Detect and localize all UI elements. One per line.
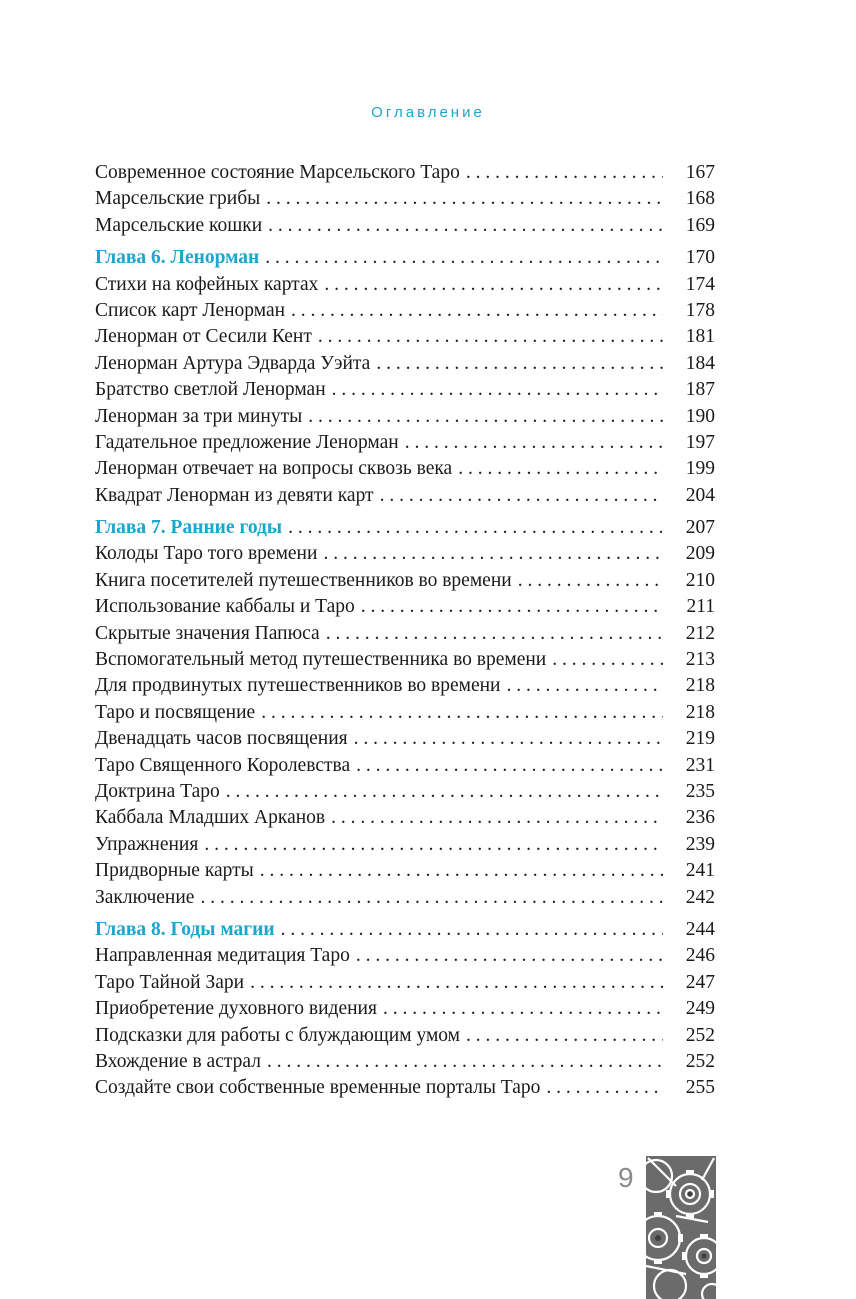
dot-leader — [261, 700, 663, 726]
toc-entry-page: 236 — [685, 807, 715, 829]
toc-group — [95, 245, 715, 509]
toc-entry-title: Марсельские грибы — [95, 188, 261, 210]
dot-leader — [380, 483, 663, 509]
dot-leader — [260, 858, 663, 884]
toc-chapter-title: Глава 7. Ранние годы — [95, 517, 283, 539]
toc-entry-page: 239 — [685, 833, 715, 855]
toc-entry-title: Список карт Ленорман — [95, 299, 286, 321]
toc-entry-page: 247 — [685, 971, 715, 993]
toc-entry-page: 213 — [685, 649, 715, 671]
toc-entry — [95, 996, 715, 1022]
dot-leader — [265, 245, 663, 271]
toc-entry-page: 242 — [685, 886, 715, 908]
dot-leader — [324, 272, 663, 298]
dot-leader — [326, 621, 663, 647]
toc-entry — [95, 726, 715, 752]
toc-entry — [95, 970, 715, 996]
toc-entry-title: Гадательное предложение Ленорман — [95, 431, 399, 453]
toc-entry-page: 181 — [685, 326, 715, 348]
toc-group — [95, 515, 715, 911]
toc-entry — [95, 298, 715, 324]
toc-entry-page: 212 — [685, 622, 715, 644]
toc-entry-title: Ленорман Артура Эдварда Уэйта — [95, 352, 371, 374]
dot-leader — [308, 404, 663, 430]
toc-entry-title: Стихи на кофейных картах — [95, 273, 319, 295]
toc-entry-title: Ленорман отвечает на вопросы сквозь века — [95, 458, 453, 480]
toc-entry — [95, 541, 715, 567]
toc-entry-page: 252 — [685, 1024, 715, 1046]
toc-entry — [95, 832, 715, 858]
toc-entry-page: 209 — [685, 543, 715, 565]
toc-entry — [95, 568, 715, 594]
toc-entry-title: Книга посетителей путешественников во времени — [95, 569, 512, 591]
toc-entry — [95, 186, 715, 212]
dot-leader — [281, 917, 663, 943]
toc-entry — [95, 213, 715, 239]
toc-entry — [95, 700, 715, 726]
toc-chapter-heading — [95, 515, 715, 541]
toc-entry-page: 218 — [685, 675, 715, 697]
toc-entry-page: 235 — [685, 780, 715, 802]
toc-entry-page: 169 — [685, 214, 715, 236]
toc-entry — [95, 404, 715, 430]
toc-entry — [95, 805, 715, 831]
toc-entry — [95, 943, 715, 969]
toc-entry-page: 204 — [685, 484, 715, 506]
dot-leader — [376, 351, 663, 377]
dot-leader — [458, 456, 663, 482]
toc-entry — [95, 324, 715, 350]
toc-entry-page: 246 — [685, 945, 715, 967]
dot-leader — [204, 832, 663, 858]
toc-entry-title: Таро Священного Королевства — [95, 754, 351, 776]
toc-entry-page: 168 — [685, 188, 715, 210]
dot-leader — [200, 885, 663, 911]
toc-entry-title: Колоды Таро того времени — [95, 543, 318, 565]
dot-leader — [288, 515, 663, 541]
toc-entry — [95, 160, 715, 186]
toc-entry-title: Заключение — [95, 886, 195, 908]
toc-entry-title: Ленорман за три минуты — [95, 405, 303, 427]
toc-group — [95, 160, 715, 239]
dot-leader — [226, 779, 663, 805]
page-header-title: Оглавление — [371, 104, 485, 121]
toc-entry-title: Направленная медитация Таро — [95, 945, 350, 967]
dot-leader — [546, 1075, 663, 1101]
toc-entry — [95, 1023, 715, 1049]
toc-chapter-heading — [95, 917, 715, 943]
toc-entry-title: Современное состояние Марсельского Таро — [95, 162, 460, 183]
toc-chapter-page: 170 — [685, 247, 715, 269]
toc-entry-title: Вспомогательный метод путешественника во времени — [95, 649, 547, 671]
toc-entry-page: 241 — [685, 860, 715, 882]
toc-entry — [95, 594, 715, 620]
toc-entry-page: 187 — [685, 379, 715, 401]
toc-chapter-title: Глава 6. Ленорман — [95, 247, 260, 269]
toc-entry-page: 174 — [685, 273, 715, 295]
dot-leader — [332, 377, 663, 403]
toc-entry-title: Двенадцать часов посвящения — [95, 728, 348, 750]
toc-entry-page: 218 — [685, 701, 715, 723]
toc-entry — [95, 272, 715, 298]
dot-leader — [552, 647, 663, 673]
toc-entry — [95, 647, 715, 673]
toc-entry — [95, 858, 715, 884]
toc-entry-page: 211 — [686, 596, 715, 618]
toc-entry-title: Придворные карты — [95, 860, 254, 882]
toc-entry-title: Подсказки для работы с блуждающим умом — [95, 1024, 461, 1046]
toc-entry — [95, 351, 715, 377]
table-of-contents — [95, 160, 715, 1108]
toc-entry-page: 210 — [685, 569, 715, 591]
dot-leader — [405, 430, 663, 456]
toc-chapter-page: 244 — [685, 918, 715, 940]
dot-leader — [267, 1049, 663, 1075]
toc-entry-page: 190 — [685, 405, 715, 427]
dot-leader — [250, 970, 663, 996]
toc-chapter-heading — [95, 245, 715, 271]
dot-leader — [383, 996, 663, 1022]
toc-entry-page: 255 — [685, 1077, 715, 1099]
toc-entry — [95, 885, 715, 911]
toc-entry-page: 167 — [685, 162, 715, 183]
toc-entry — [95, 621, 715, 647]
clock-gears-ornament-icon — [646, 1156, 716, 1299]
toc-entry-title: Скрытые значения Папюса — [95, 622, 320, 644]
toc-entry-page: 199 — [685, 458, 715, 480]
toc-entry-title: Упражнения — [95, 833, 199, 855]
toc-entry-title: Создайте свои собственные временные порталы Таро — [95, 1077, 541, 1099]
toc-entry-page: 249 — [685, 998, 715, 1020]
dot-leader — [356, 943, 663, 969]
toc-entry — [95, 1075, 715, 1101]
toc-entry-title: Марсельские кошки — [95, 214, 263, 236]
dot-leader — [356, 753, 663, 779]
toc-entry-title: Квадрат Ленорман из девяти карт — [95, 484, 374, 506]
page-number: 9 — [618, 1162, 634, 1193]
toc-entry-title: Приобретение духовного видения — [95, 998, 377, 1020]
toc-entry — [95, 430, 715, 456]
toc-entry — [95, 1049, 715, 1075]
dot-leader — [266, 186, 663, 212]
dot-leader — [518, 568, 663, 594]
toc-entry-title: Доктрина Таро — [95, 780, 220, 802]
toc-entry-title: Таро и посвящение — [95, 701, 256, 723]
toc-chapter-page: 207 — [685, 517, 715, 539]
dot-leader — [331, 805, 663, 831]
dot-leader — [361, 594, 663, 620]
dot-leader — [323, 541, 663, 567]
toc-group — [95, 917, 715, 1102]
toc-entry-page: 184 — [685, 352, 715, 374]
toc-entry-title: Ленорман от Сесили Кент — [95, 326, 312, 348]
toc-entry — [95, 673, 715, 699]
dot-leader — [507, 673, 664, 699]
dot-leader — [466, 1023, 663, 1049]
toc-entry — [95, 779, 715, 805]
toc-entry-page: 219 — [685, 728, 715, 750]
toc-entry-title: Каббала Младших Арканов — [95, 807, 326, 829]
dot-leader — [268, 213, 663, 239]
toc-chapter-title: Глава 8. Годы магии — [95, 918, 275, 940]
dot-leader — [466, 160, 663, 186]
toc-entry-title: Вхождение в астрал — [95, 1050, 261, 1072]
toc-entry-page: 178 — [685, 299, 715, 321]
dot-leader — [318, 324, 663, 350]
dot-leader — [354, 726, 663, 752]
toc-entry-title: Использование каббалы и Таро — [95, 596, 355, 618]
toc-entry-page: 252 — [685, 1050, 715, 1072]
toc-entry-title: Братство светлой Ленорман — [95, 379, 326, 401]
toc-entry-page: 231 — [685, 754, 715, 776]
toc-entry — [95, 377, 715, 403]
toc-entry — [95, 456, 715, 482]
dot-leader — [291, 298, 663, 324]
toc-entry — [95, 483, 715, 509]
toc-entry-title: Для продвинутых путешественников во времени — [95, 675, 501, 697]
toc-entry-page: 197 — [685, 431, 715, 453]
toc-entry-title: Таро Тайной Зари — [95, 971, 245, 993]
toc-entry — [95, 753, 715, 779]
